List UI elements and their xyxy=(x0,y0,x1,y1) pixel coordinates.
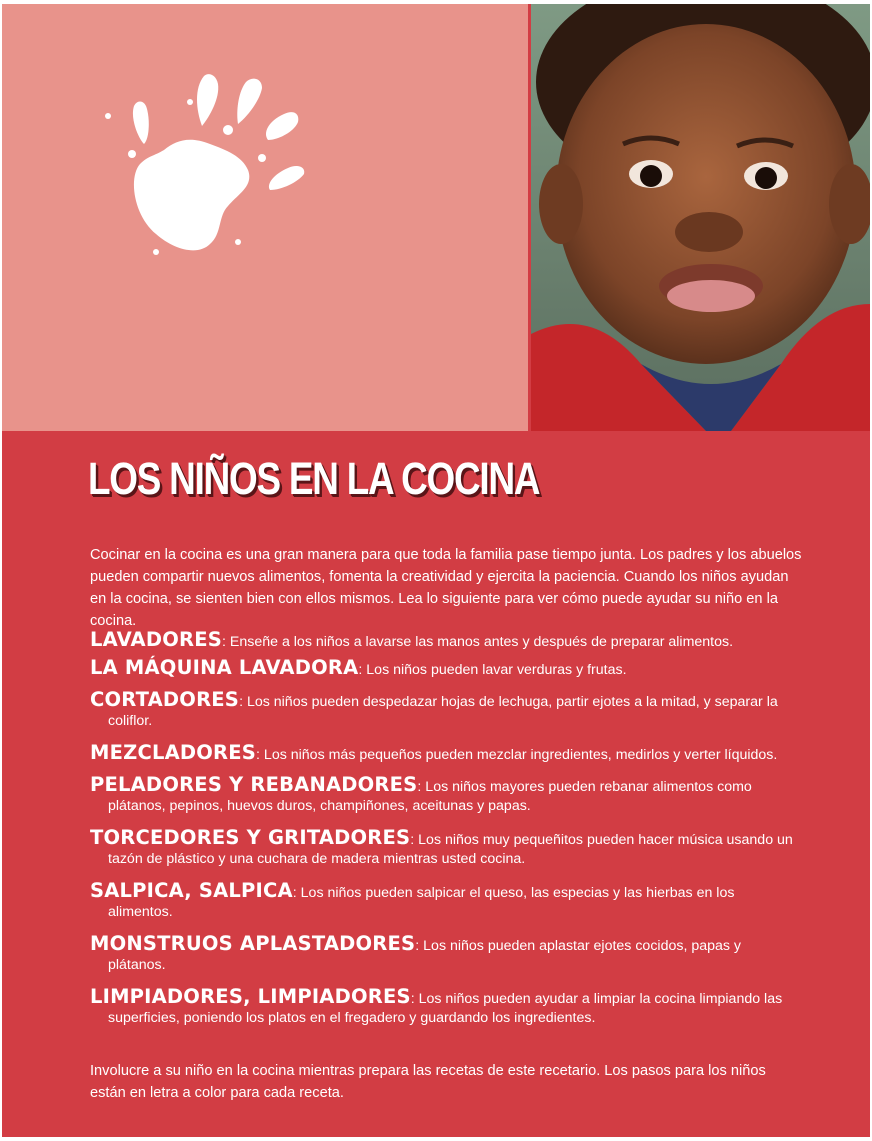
list-item xyxy=(90,934,802,975)
item-text: : Los niños pueden ayudar a limpiar la cocina limpiando las superficies, poniendo los platos en el fregadero y guardando los ingredientes. xyxy=(108,991,783,1026)
item-text: : Los niños mayores pueden rebanar alimentos como plátanos, pepinos, huevos duros, champiñones, aceitunas y papas. xyxy=(108,779,752,814)
item-term: PELADORES Y REBANADORES xyxy=(90,773,418,796)
recipe-page xyxy=(2,4,870,1137)
item-term: SALPICA, SALPICA xyxy=(90,879,293,902)
item-term: MONSTRUOS APLASTADORES xyxy=(90,932,416,955)
item-term: MEZCLADORES xyxy=(90,741,257,764)
item-text: : Los niños pueden aplastar ejotes cocidos, papas y plátanos. xyxy=(108,938,742,973)
item-text: : Enseñe a los niños a lavarse las manos antes y después de preparar alimentos. xyxy=(222,634,734,650)
handprint-icon xyxy=(98,66,318,266)
child-portrait-image xyxy=(531,4,870,431)
item-term: TORCEDORES Y GRITADORES xyxy=(90,826,411,849)
item-text: : Los niños pueden salpicar el queso, las especias y las hierbas en los alimentos. xyxy=(108,885,735,920)
list-item xyxy=(90,743,802,765)
item-term: LA MÁQUINA LAVADORA xyxy=(90,656,359,679)
item-term: LAVADORES xyxy=(90,628,222,651)
list-item xyxy=(90,828,802,869)
item-term: LIMPIADORES, LIMPIADORES xyxy=(90,985,411,1008)
pink-panel xyxy=(2,4,528,431)
list-item xyxy=(90,630,802,652)
kitchen-roles-list xyxy=(90,630,802,1028)
closing-paragraph: Involucre a su niño en la cocina mientras prepara las recetas de este recetario. Los pasos para los niños están en letra a color para cada receta. xyxy=(90,1063,766,1101)
item-term: CORTADORES xyxy=(90,688,240,711)
list-item xyxy=(90,987,802,1028)
item-text: : Los niños más pequeños pueden mezclar ingredientes, medirlos y verter líquidos. xyxy=(256,747,778,763)
item-text: : Los niños muy pequeñitos pueden hacer música usando un tazón de plástico y una cuchara de madera mientras usted cocina. xyxy=(108,832,793,867)
list-item xyxy=(90,690,802,731)
list-item xyxy=(90,775,802,816)
intro-paragraph: Cocinar en la cocina es una gran manera para que toda la familia pase tiempo junta. Los padres y los abuelos pueden compartir nuevos alimentos, fomenta la creatividad y ejercita la paciencia. Cuando los niños ayudan en la cocina, se sienten bien con ellos mismos. Lea lo siguiente para ver cómo puede ayudar su niño en la cocina. xyxy=(90,547,802,629)
list-item xyxy=(90,881,802,922)
list-item xyxy=(90,658,802,680)
item-text: : Los niños pueden despedazar hojas de lechuga, partir ejotes a la mitad, y separar la coliflor. xyxy=(108,694,778,729)
page-title: LOS NIÑOS EN LA COCINA xyxy=(88,453,540,504)
child-photo xyxy=(531,4,870,431)
item-text: : Los niños pueden lavar verduras y frutas. xyxy=(358,662,627,678)
